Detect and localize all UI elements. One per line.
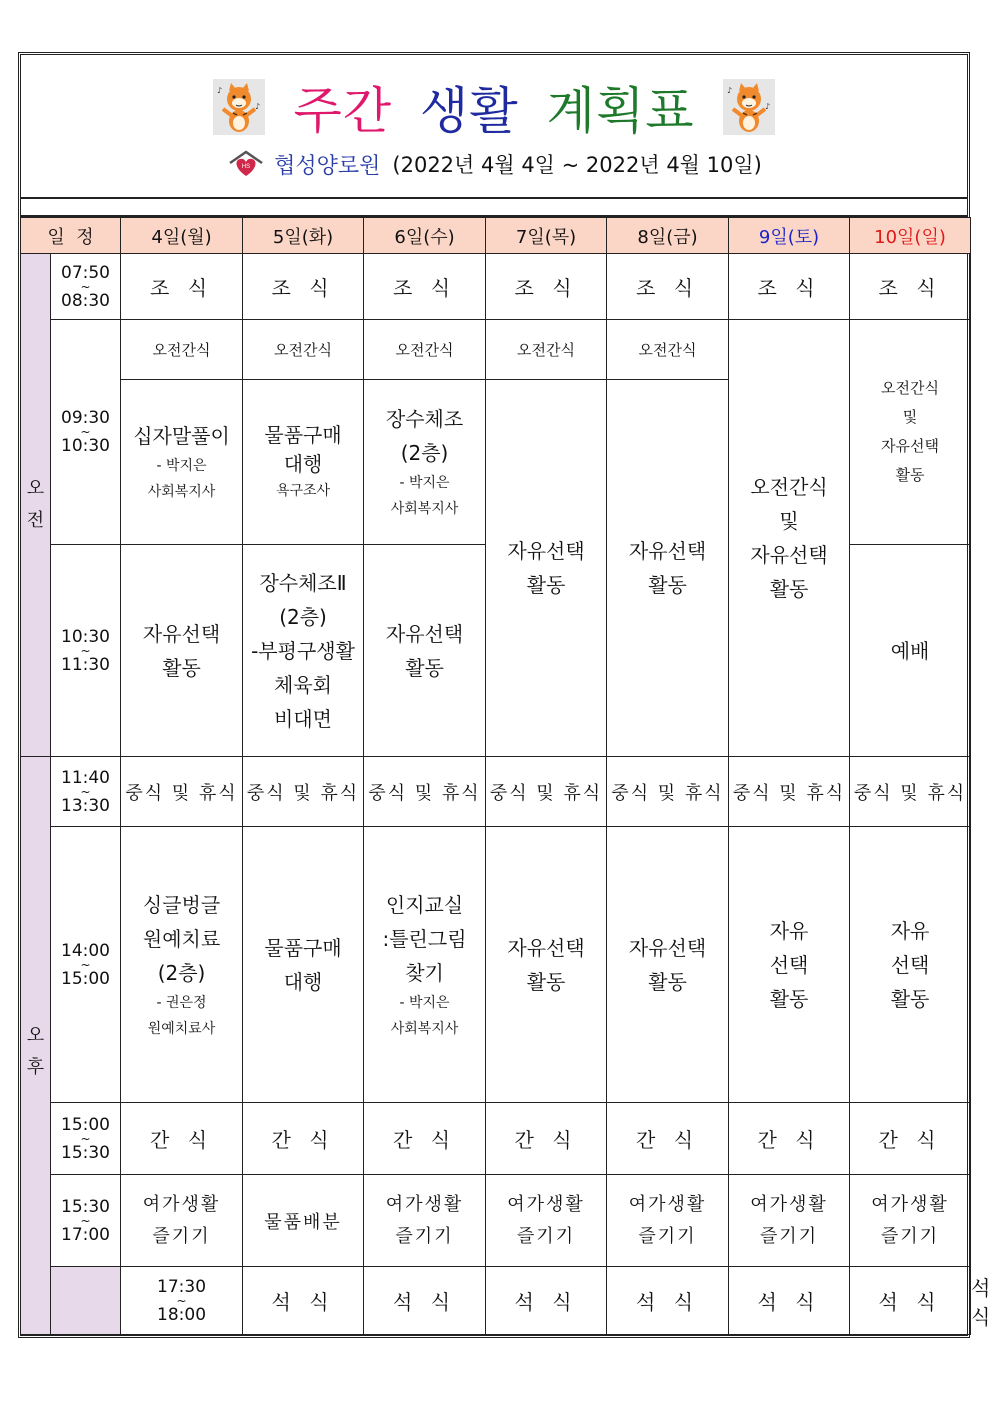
- svg-text:♪: ♪: [217, 86, 223, 95]
- time-slot: 15:30 ~ 17:00: [51, 1175, 121, 1267]
- breakfast-cell: 조 식: [243, 254, 364, 320]
- table-row: [21, 320, 971, 380]
- leisure-cell: 여가생활 즐기기: [364, 1175, 486, 1267]
- dinner-cell: 석 식: [364, 1267, 486, 1335]
- title-word-weekly: 주간: [293, 82, 393, 140]
- day-header-sunday: 10일(일): [850, 218, 971, 254]
- time-slot: 15:00 ~ 15:30: [51, 1103, 121, 1175]
- free-activity-cell: 자유 선택 활동: [850, 827, 971, 1103]
- day-header: 5일(화): [243, 218, 364, 254]
- leisure-cell: 여가생활 즐기기: [850, 1175, 971, 1267]
- page-header: [20, 54, 968, 199]
- period-pm: 오 후: [21, 757, 51, 1335]
- sat-morning-cell: 오전간식 및 자유선택 활동: [729, 320, 850, 757]
- day-header: 8일(금): [607, 218, 729, 254]
- activity-cell: 장수체조Ⅱ (2층) -부평구생활 체육회 비대면: [243, 545, 364, 757]
- leisure-cell: 여가생활 즐기기: [607, 1175, 729, 1267]
- snack-cell: 간 식: [121, 1103, 243, 1175]
- breakfast-cell: 조 식: [486, 254, 607, 320]
- breakfast-cell: 조 식: [364, 254, 486, 320]
- period-am: 오 전: [21, 254, 51, 757]
- lunch-cell: 중식 및 휴식: [486, 757, 607, 827]
- day-header: 4일(월): [121, 218, 243, 254]
- day-header: 6일(수): [364, 218, 486, 254]
- activity-cell: 싱글벙글 원예치료 (2층) - 권은정 원예치료사: [121, 827, 243, 1103]
- svg-text:♪: ♪: [726, 86, 732, 95]
- snack-cell: 간 식: [850, 1103, 971, 1175]
- dinner-cell: 석 식: [486, 1267, 607, 1335]
- breakfast-cell: 조 식: [121, 254, 243, 320]
- morning-snack-cell: 오전간식: [243, 320, 364, 380]
- tiger-mascot-icon: [213, 79, 265, 135]
- worship-cell: 예배: [850, 545, 971, 757]
- activity-cell: 물품구매 대행: [243, 827, 364, 1103]
- dinner-cell: 석 식: [729, 1267, 850, 1335]
- free-activity-cell: 자유선택 활동: [121, 545, 243, 757]
- title-word-plan: 계획표: [546, 82, 695, 140]
- dinner-cell: 석 식: [243, 1267, 364, 1335]
- date-range: (2022년 4월 4일 ~ 2022년 4월 10일): [392, 153, 762, 177]
- morning-snack-cell: 오전간식: [607, 320, 729, 380]
- activity-cell: 장수체조 (2층) - 박지은 사회복지사: [364, 380, 486, 545]
- morning-snack-cell: 오전간식: [121, 320, 243, 380]
- activity-cell: 인지교실 :틀린그림 찾기 - 박지은 사회복지사: [364, 827, 486, 1103]
- svg-text:HS: HS: [241, 164, 251, 170]
- lunch-cell: 중식 및 휴식: [364, 757, 486, 827]
- breakfast-cell: 조 식: [607, 254, 729, 320]
- schedule-table: [20, 217, 996, 1335]
- leisure-cell: 여가생활 즐기기: [729, 1175, 850, 1267]
- day-header-saturday: 9일(토): [729, 218, 850, 254]
- breakfast-cell: 조 식: [729, 254, 850, 320]
- org-name: 협성양로원: [274, 153, 381, 179]
- table-row: [21, 1175, 971, 1267]
- snack-cell: 간 식: [364, 1103, 486, 1175]
- table-row: 17:30 ~ 18:00 석 식 석 식 석 식 석 식 석 식 석 식 석 식: [21, 1267, 971, 1335]
- sun-morning-cell: 오전간식 및 자유선택 활동: [850, 320, 971, 545]
- snack-cell: 간 식: [486, 1103, 607, 1175]
- time-slot: 09:30 ~ 10:30: [51, 320, 121, 545]
- free-activity-cell: 자유선택 활동: [364, 545, 486, 757]
- lunch-cell: 중식 및 휴식: [121, 757, 243, 827]
- schedule-label: 일 정: [21, 218, 121, 254]
- table-row: [21, 757, 971, 827]
- title-word-life: 생활: [420, 82, 519, 140]
- time-slot: 14:00 ~ 15:00: [51, 827, 121, 1103]
- header-divider: [20, 199, 968, 217]
- leisure-cell: 여가생활 즐기기: [486, 1175, 607, 1267]
- free-activity-cell: 자유선택 활동: [607, 827, 729, 1103]
- morning-snack-cell: 오전간식: [486, 320, 607, 380]
- activity-cell: 물품구매 대행 욕구조사: [243, 380, 364, 545]
- period-pm-tail: [51, 1267, 121, 1335]
- activity-cell: 십자말풀이 - 박지은 사회복지사: [121, 380, 243, 545]
- time-slot: 11:40 ~ 13:30: [51, 757, 121, 827]
- title-row: [20, 72, 968, 142]
- free-activity-cell: 자유 선택 활동: [729, 827, 850, 1103]
- table-row: [21, 1103, 971, 1175]
- dinner-cell: 석 식: [850, 1267, 971, 1335]
- free-activity-cell: 자유선택 활동: [486, 380, 607, 757]
- day-header-row: [21, 218, 971, 254]
- svg-text:♪: ♪: [764, 102, 770, 111]
- time-slot: 10:30 ~ 11:30: [51, 545, 121, 757]
- tiger-mascot-icon: [723, 79, 775, 135]
- lunch-cell: 중식 및 휴식: [243, 757, 364, 827]
- free-activity-cell: 자유선택 활동: [486, 827, 607, 1103]
- snack-cell: 간 식: [607, 1103, 729, 1175]
- table-row: [21, 254, 971, 320]
- table-row: [21, 827, 971, 1103]
- distribution-cell: 물품배분: [243, 1175, 364, 1267]
- morning-snack-cell: 오전간식: [364, 320, 486, 380]
- snack-cell: 간 식: [729, 1103, 850, 1175]
- lunch-cell: 중식 및 휴식: [729, 757, 850, 827]
- time-slot: 07:50 ~ 08:30: [51, 254, 121, 320]
- time-slot: 17:30 ~ 18:00: [121, 1267, 243, 1335]
- lunch-cell: 중식 및 휴식: [607, 757, 729, 827]
- heart-house-logo-icon: [226, 149, 266, 179]
- subtitle-row: [20, 144, 968, 184]
- svg-text:♪: ♪: [255, 102, 261, 111]
- dinner-cell: 석 식: [607, 1267, 729, 1335]
- day-header: 7일(목): [486, 218, 607, 254]
- lunch-cell: 중식 및 휴식: [850, 757, 971, 827]
- snack-cell: 간 식: [243, 1103, 364, 1175]
- free-activity-cell: 자유선택 활동: [607, 380, 729, 757]
- breakfast-cell: 조 식: [850, 254, 971, 320]
- leisure-cell: 여가생활 즐기기: [121, 1175, 243, 1267]
